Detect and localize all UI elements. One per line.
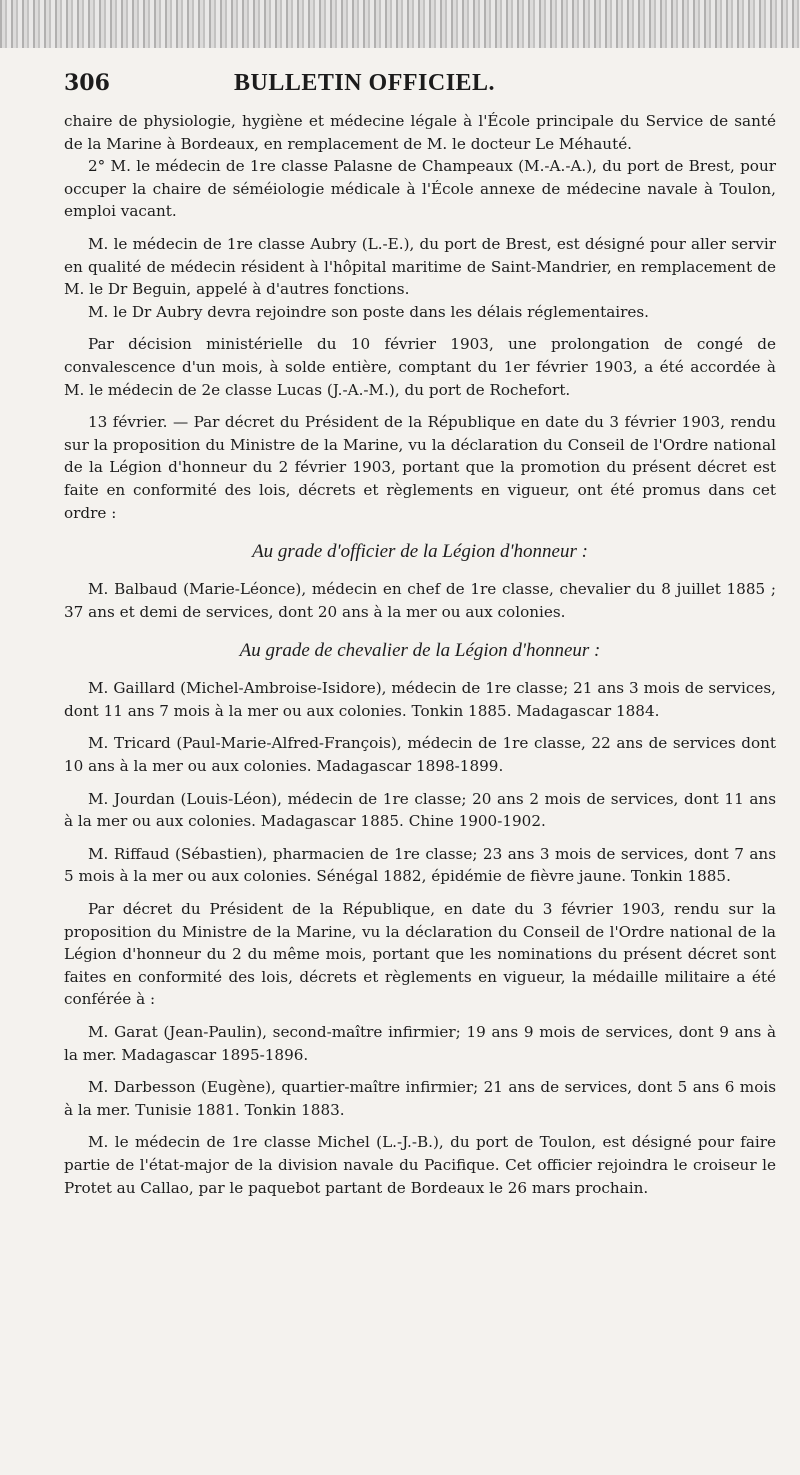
paragraph-lucas: Par décision ministérielle du 10 février 1903, une prolongation de congé de convalescence d'un mois, à solde entière, comptant du 1er février 1903, a été accordée à M. le médecin de 2e classe Lucas (J.-A.-M.), du port de Rochefort. bbox=[64, 335, 776, 399]
running-title: BULLETIN OFFICIEL. bbox=[234, 70, 496, 96]
paragraph-continuation: chaire de physiologie, hygiène et médecine légale à l'École principale du Service de santé de la Marine à Bordeaux, en remplacement de M. le docteur Le Méhauté. bbox=[64, 112, 776, 153]
paragraph-medaille-militaire: Par décret du Président de la République, en date du 3 février 1903, rendu sur la proposition du Ministre de la Marine, vu la déclaration du Conseil de l'Ordre national de la Légion d'honneur du 2 du même mois, portant que les nominations du présent décret sont faites en conformité des lois, décrets et règlements en vigueur, la médaille militaire a été conférée à : bbox=[64, 900, 776, 1009]
body-text bbox=[64, 110, 776, 1199]
paragraph-aubry: M. le médecin de 1re classe Aubry (L.-E.), du port de Brest, est désigné pour aller servir en qualité de médecin résident à l'hôpital maritime de Saint-Mandrier, en remplacement de M. le Dr Beguin, appelé à d'autres fonctions. bbox=[64, 234, 776, 299]
heading-chevalier: Au grade de chevalier de la Légion d'honneur : bbox=[239, 640, 601, 662]
entry-jourdan: M. Jourdan (Louis-Léon), médecin de 1re classe; 20 ans 2 mois de services, dont 11 ans à la mer ou aux colonies. Madagascar 1885. Chine 1900-1902. bbox=[64, 789, 776, 831]
scan-noise-band bbox=[0, 0, 800, 48]
entry-garat: M. Garat (Jean-Paulin), second-maître infirmier; 19 ans 9 mois de services, dont 9 ans à la mer. Madagascar 1895-1896. bbox=[64, 1023, 776, 1064]
heading-officier: Au grade d'officier de la Légion d'honneur : bbox=[252, 541, 588, 563]
entry-darbesson: M. Darbesson (Eugène), quartier-maître infirmier; 21 ans de services, dont 5 ans 6 mois à la mer. Tunisie 1881. Tonkin 1883. bbox=[64, 1078, 776, 1119]
paragraph-nomination-2: 2° M. le médecin de 1re classe Palasne de Champeaux (M.-A.-A.), du port de Brest, pour occuper la chaire de séméiologie médicale à l'École annexe de médecine navale à Toulon, emploi vacant. bbox=[64, 157, 776, 221]
entry-balbaud: M. Balbaud (Marie-Léonce), médecin en chef de 1re classe, chevalier du 8 juillet 1885 ; 37 ans et demi de services, dont 20 ans à la mer ou aux colonies. bbox=[64, 580, 776, 621]
entry-gaillard: M. Gaillard (Michel-Ambroise-Isidore), médecin de 1re classe; 21 ans 3 mois de services, dont 11 ans 7 mois à la mer ou aux colonies. Tonkin 1885. Madagascar 1884. bbox=[64, 679, 776, 720]
paragraph-decret-13-fevrier: 13 février. — Par décret du Président de la République en date du 3 février 1903, rendu sur la proposition du Ministre de la Marine, vu la déclaration du Conseil de l'Ordre national de la Légion d'honneur du 2 février 1903, portant que la promotion du présent décret est faite en conformité des lois, décrets et règlements en vigueur, ont été promus dans cet ordre : bbox=[64, 413, 776, 522]
page-number: 306 bbox=[64, 70, 110, 96]
page-header bbox=[64, 70, 776, 110]
paragraph-aubry-rejoin: M. le Dr Aubry devra rejoindre son poste dans les délais réglementaires. bbox=[88, 302, 649, 321]
paragraph-michel: M. le médecin de 1re classe Michel (L.-J.-B.), du port de Toulon, est désigné pour faire partie de l'état-major de la division navale du Pacifique. Cet officier rejoindra le croiseur le Protet au Callao, par le paquebot partant de Bordeaux le 26 mars prochain. bbox=[64, 1133, 776, 1197]
document-page bbox=[64, 70, 776, 1199]
entry-riffaud: M. Riffaud (Sébastien), pharmacien de 1re classe; 23 ans 3 mois de services, dont 7 ans 5 mois à la mer ou aux colonies. Sénégal 1882, épidémie de fièvre jaune. Tonkin 1885. bbox=[64, 844, 776, 886]
entry-tricard: M. Tricard (Paul-Marie-Alfred-François), médecin de 1re classe, 22 ans de services dont 10 ans à la mer ou aux colonies. Madagascar 1898-1899. bbox=[64, 734, 776, 776]
